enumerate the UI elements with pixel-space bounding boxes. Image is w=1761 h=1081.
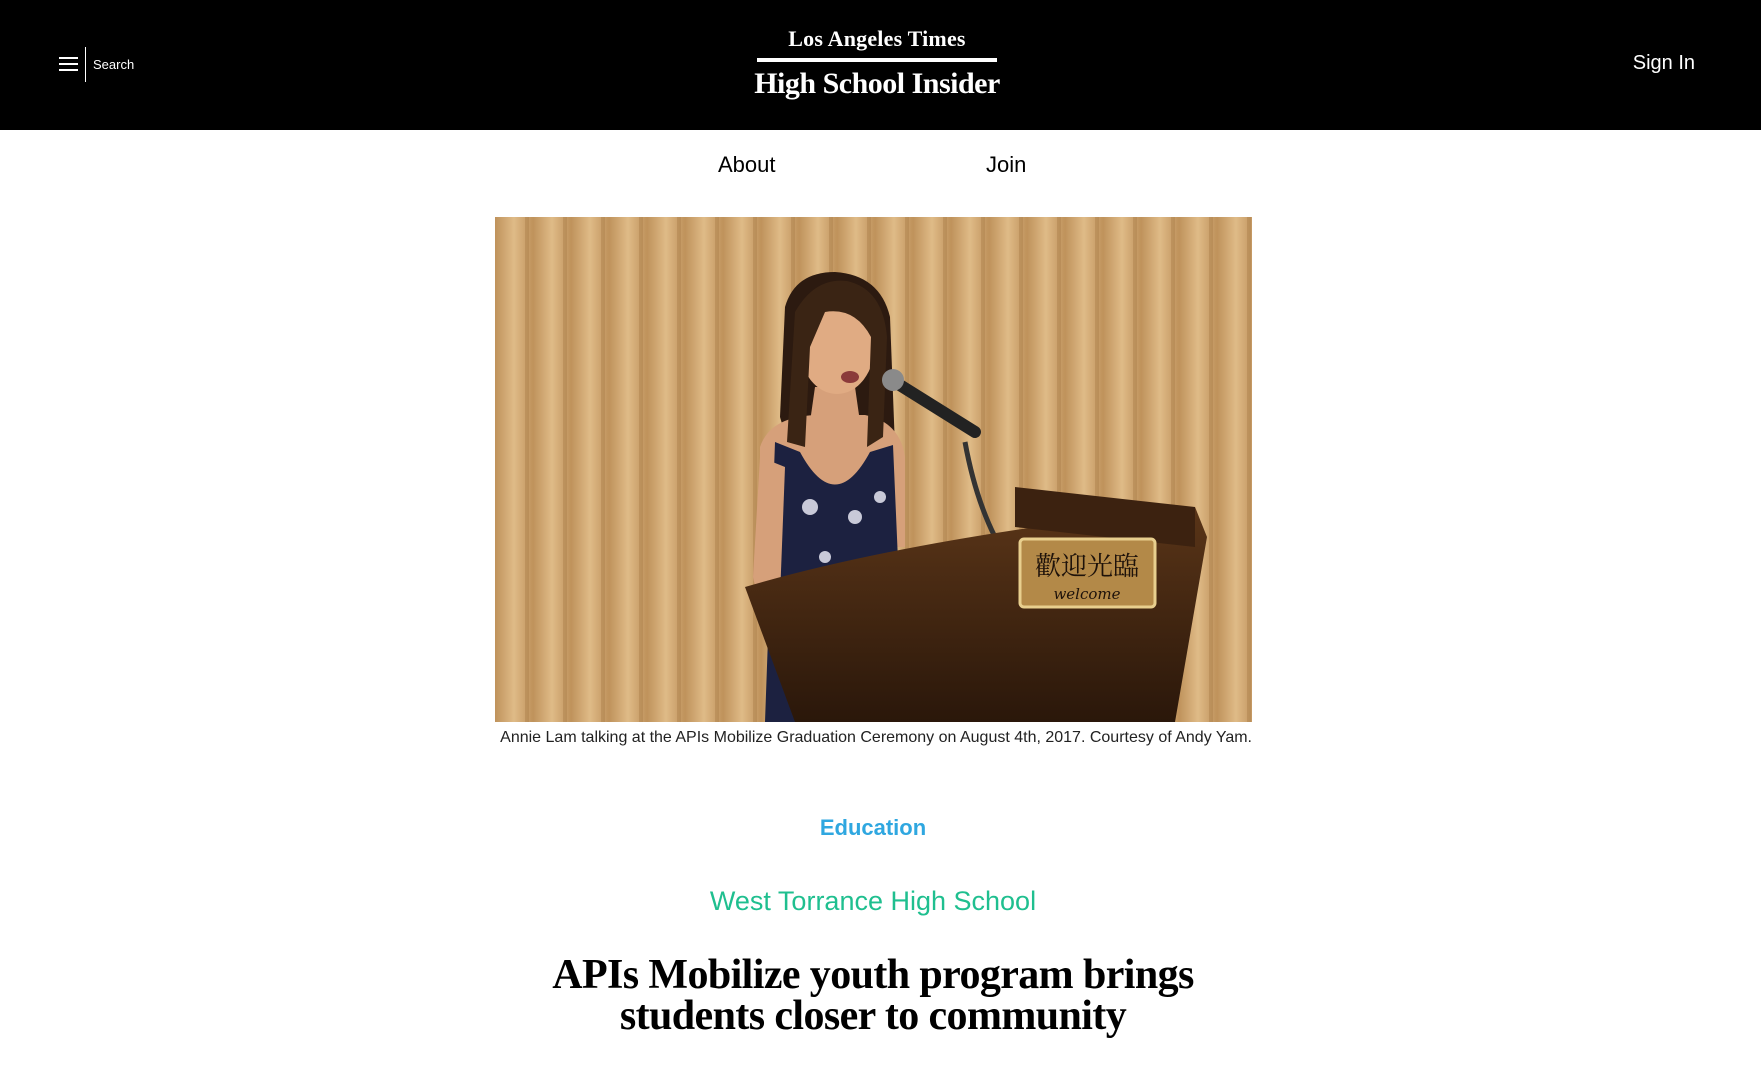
sign-in-link[interactable]: Sign In: [1632, 52, 1695, 74]
podium-sign-subtext: welcome: [1053, 585, 1121, 603]
article-hero-image: [495, 217, 1252, 722]
site-logo[interactable]: [752, 26, 1002, 101]
search-link[interactable]: Search: [93, 57, 135, 72]
article-category-link[interactable]: Education: [819, 815, 927, 840]
logo-masthead: Los Angeles Times: [788, 26, 966, 51]
podium-sign-text: 歡迎光臨: [1034, 552, 1140, 582]
header-divider: [85, 47, 86, 82]
hamburger-menu-icon[interactable]: [59, 57, 78, 72]
site-header: [0, 0, 1761, 130]
article-school-link[interactable]: West Torrance High School: [709, 886, 1037, 916]
nav-join-link[interactable]: Join: [986, 152, 1027, 177]
logo-subtitle: High School Insider: [754, 67, 1000, 100]
logo-rule: [757, 58, 997, 62]
article-headline: APIs Mobilize youth program brings students closer to community: [552, 952, 1194, 1039]
nav-about-link[interactable]: About: [718, 152, 776, 177]
image-caption: Annie Lam talking at the APIs Mobilize Graduation Ceremony on August 4th, 2017. Courtesy of Andy Yam.: [500, 729, 1252, 746]
